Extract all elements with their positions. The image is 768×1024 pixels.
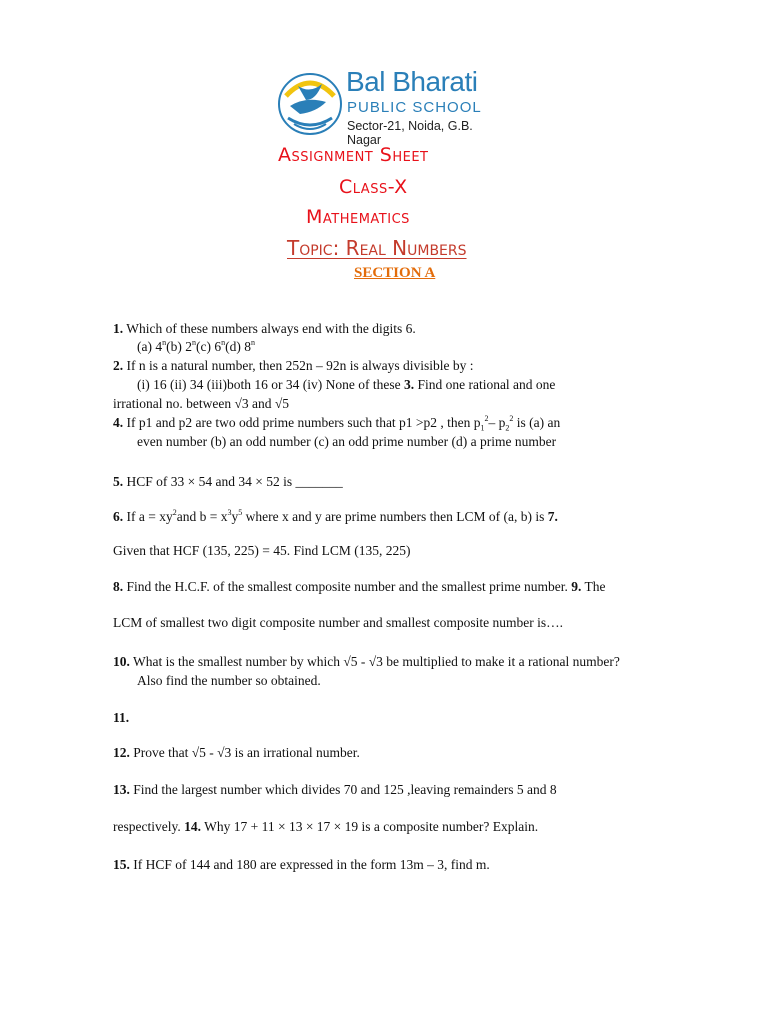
question-4: 4. If p1 and p2 are two odd prime numbers such that p1 >p2 , then $p_1^2-$ $p_2^2$ is (a) an	[113, 414, 561, 433]
question-text: Find the H.C.F. of the smallest composite number and the smallest prime number.	[123, 579, 572, 594]
heading-assignment-sheet: Assignment Sheet	[278, 144, 429, 166]
heading-subject: Mathematics	[306, 206, 410, 228]
question-number: 12.	[113, 745, 130, 760]
question-text: Why 17 + 11 × 13 × 17 × 19 is a composite number? Explain.	[200, 819, 539, 834]
question-text: irrational no. between √3 and √5	[113, 396, 290, 411]
question-text: Find the largest number which divides 70 and 125 ,leaving remainders 5 and 8	[129, 782, 557, 797]
question-text: LCM of smallest two digit composite number and smallest composite number is….	[113, 615, 563, 630]
question-6: 6. If $a = xy^2and$ $b = x^3y^5$ where x and y are prime numbers then LCM of (a, b) is 7.	[113, 508, 558, 524]
question-number: 6.	[113, 509, 124, 524]
question-15	[113, 856, 490, 874]
question-7	[113, 542, 410, 560]
heading-class: Class-X	[339, 176, 408, 198]
question-10-continued	[137, 672, 321, 690]
question-text: What is the smallest number by which √5 - √3 be multiplied to make it a rational number?	[129, 654, 620, 669]
question-2	[113, 357, 474, 375]
question-12	[113, 744, 360, 762]
question-13-continued	[113, 818, 538, 836]
question-number: 3.	[403, 377, 415, 392]
question-text: HCF of 33 × 54 and 34 × 52 is _______	[123, 474, 343, 489]
question-11	[113, 709, 129, 727]
question-4-continued	[137, 433, 556, 451]
question-number: 7.	[547, 509, 558, 524]
option-b: (b) 2	[166, 339, 192, 354]
question-text: Which of these numbers always end with the digits 6.	[123, 321, 416, 336]
question-3-continued	[113, 395, 289, 413]
logo-school-address: Sector-21, Noida, G.B. Nagar	[347, 119, 473, 147]
section-a-label: SECTION A	[354, 265, 436, 281]
option-d: (d) 8	[225, 339, 251, 354]
question-number: 10.	[113, 654, 130, 669]
question-number: 4.	[113, 415, 124, 430]
question-10	[113, 653, 620, 671]
school-logo	[276, 66, 501, 147]
question-number: 15.	[113, 857, 130, 872]
logo-school-subtitle: PUBLIC SCHOOL	[347, 99, 482, 116]
question-number: 11.	[113, 710, 130, 725]
question-number: 5.	[113, 474, 124, 489]
question-text: Also find the number so obtained.	[137, 673, 321, 688]
option-c: (c) 6	[195, 339, 222, 354]
question-13	[113, 781, 557, 799]
question-text: If n is a natural number, then 252n – 92n is always divisible by :	[123, 358, 474, 373]
logo-school-name: Bal Bharati	[346, 66, 478, 97]
question-number: 14.	[184, 819, 201, 834]
question-text: Prove that √5 - √3 is an irrational number.	[129, 745, 360, 760]
question-text: Find one rational and one	[414, 377, 556, 392]
question-1-options: (a) 4$^n$(b) 2$^n$(c) 6$^n$(d) 8$^n$	[137, 338, 255, 354]
question-8: 8. Find the H.C.F. of the smallest composite number and the smallest prime number. 9. The	[113, 579, 606, 594]
question-number: 2.	[113, 358, 124, 373]
question-number: 13.	[113, 782, 130, 797]
question-5	[113, 473, 343, 491]
question-1	[113, 320, 416, 338]
question-text: Given that HCF (135, 225) = 45. Find LCM (135, 225)	[113, 543, 411, 558]
question-2-options	[137, 376, 555, 394]
question-text: respectively.	[113, 819, 185, 834]
options-text: (i) 16 (ii) 34 (iii)both 16 or 34 (iv) None of these	[137, 377, 404, 392]
heading-topic: Topic: Real Numbers	[287, 236, 467, 260]
question-text: even number (b) an odd number (c) an odd prime number (d) a prime number	[137, 434, 557, 449]
question-number: 1.	[113, 321, 124, 336]
option-a: (a) 4	[137, 339, 163, 354]
question-9	[113, 614, 563, 632]
question-number: 8.	[113, 579, 124, 594]
school-emblem-icon	[276, 66, 344, 138]
question-text: If HCF of 144 and 180 are expressed in the form 13m – 3, find m.	[129, 857, 490, 872]
question-number: 9.	[571, 579, 582, 594]
